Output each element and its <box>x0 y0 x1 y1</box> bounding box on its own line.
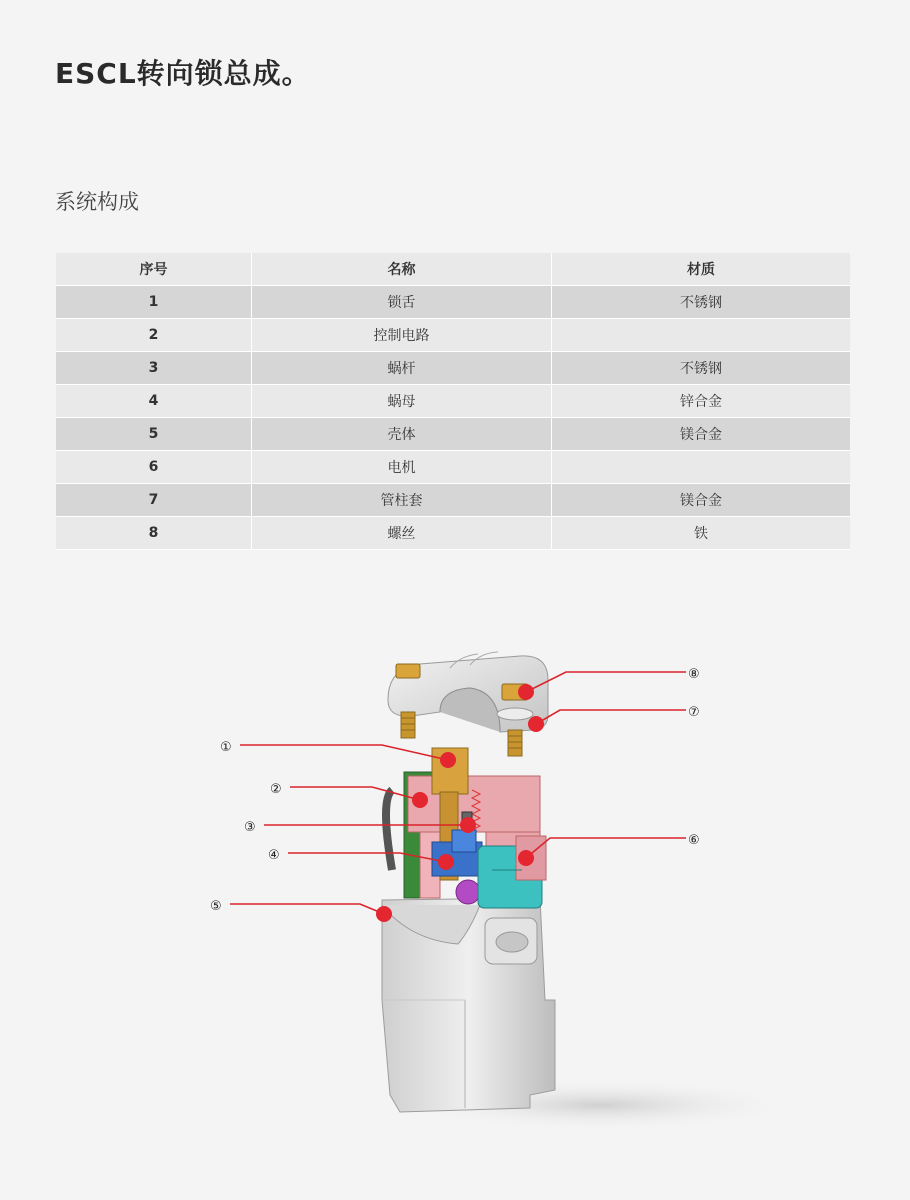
table-row <box>56 451 850 484</box>
cell-name: 蜗母 <box>252 385 552 418</box>
callout-7: ⑦ <box>688 705 700 720</box>
motor-part <box>478 836 546 908</box>
callout-2: ② <box>270 782 282 797</box>
callout-dot-6 <box>518 850 534 866</box>
cell-material: 不锈钢 <box>552 352 851 385</box>
callout-dot-2 <box>412 792 428 808</box>
cell-name: 管柱套 <box>252 484 552 517</box>
table-row <box>56 517 850 550</box>
callout-8: ⑧ <box>688 667 700 682</box>
table-row <box>56 418 850 451</box>
callout-dot-8 <box>518 684 534 700</box>
callout-dot-7 <box>528 716 544 732</box>
page-title: ESCL转向锁总成。 <box>55 57 311 90</box>
header-no: 序号 <box>56 253 252 286</box>
leader-line-5 <box>230 904 384 914</box>
leader-line-6 <box>526 838 686 858</box>
callout-5: ⑤ <box>210 899 222 914</box>
leader-line-2 <box>290 787 420 800</box>
cell-material <box>552 451 851 484</box>
table-row <box>56 286 850 319</box>
cell-name: 控制电路 <box>252 319 552 352</box>
callout-dot-5 <box>376 906 392 922</box>
cell-material: 镁合金 <box>552 418 851 451</box>
callout-1: ① <box>220 740 232 755</box>
composition-table <box>56 253 850 550</box>
callout-dot-4 <box>438 854 454 870</box>
table-header-row <box>56 253 850 286</box>
cell-no: 3 <box>56 352 252 385</box>
table-row <box>56 385 850 418</box>
callout-dot-1 <box>440 752 456 768</box>
cell-no: 1 <box>56 286 252 319</box>
callout-dot-3 <box>460 817 476 833</box>
callout-4: ④ <box>268 848 280 863</box>
cell-material: 镁合金 <box>552 484 851 517</box>
cell-no: 7 <box>56 484 252 517</box>
cell-name: 锁舌 <box>252 286 552 319</box>
header-name: 名称 <box>252 253 552 286</box>
cell-material: 不锈钢 <box>552 286 851 319</box>
cell-no: 2 <box>56 319 252 352</box>
cell-material: 铁 <box>552 517 851 550</box>
callout-6: ⑥ <box>688 833 700 848</box>
escl-illustration <box>0 600 910 1160</box>
header-material: 材质 <box>552 253 851 286</box>
cell-name: 蜗杆 <box>252 352 552 385</box>
table-row <box>56 484 850 517</box>
cell-no: 5 <box>56 418 252 451</box>
table-row <box>56 352 850 385</box>
cell-material: 锌合金 <box>552 385 851 418</box>
table-row <box>56 319 850 352</box>
leader-line-7 <box>536 710 686 724</box>
cell-name: 壳体 <box>252 418 552 451</box>
cell-material <box>552 319 851 352</box>
leader-line-8 <box>526 672 686 692</box>
cell-no: 4 <box>56 385 252 418</box>
escl-exploded-diagram <box>0 600 910 1160</box>
cell-no: 8 <box>56 517 252 550</box>
cell-no: 6 <box>56 451 252 484</box>
section-title: 系统构成 <box>55 190 139 214</box>
housing-part <box>382 898 555 1112</box>
cell-name: 电机 <box>252 451 552 484</box>
cell-name: 螺丝 <box>252 517 552 550</box>
callout-3: ③ <box>244 820 256 835</box>
leader-line-1 <box>240 745 448 760</box>
